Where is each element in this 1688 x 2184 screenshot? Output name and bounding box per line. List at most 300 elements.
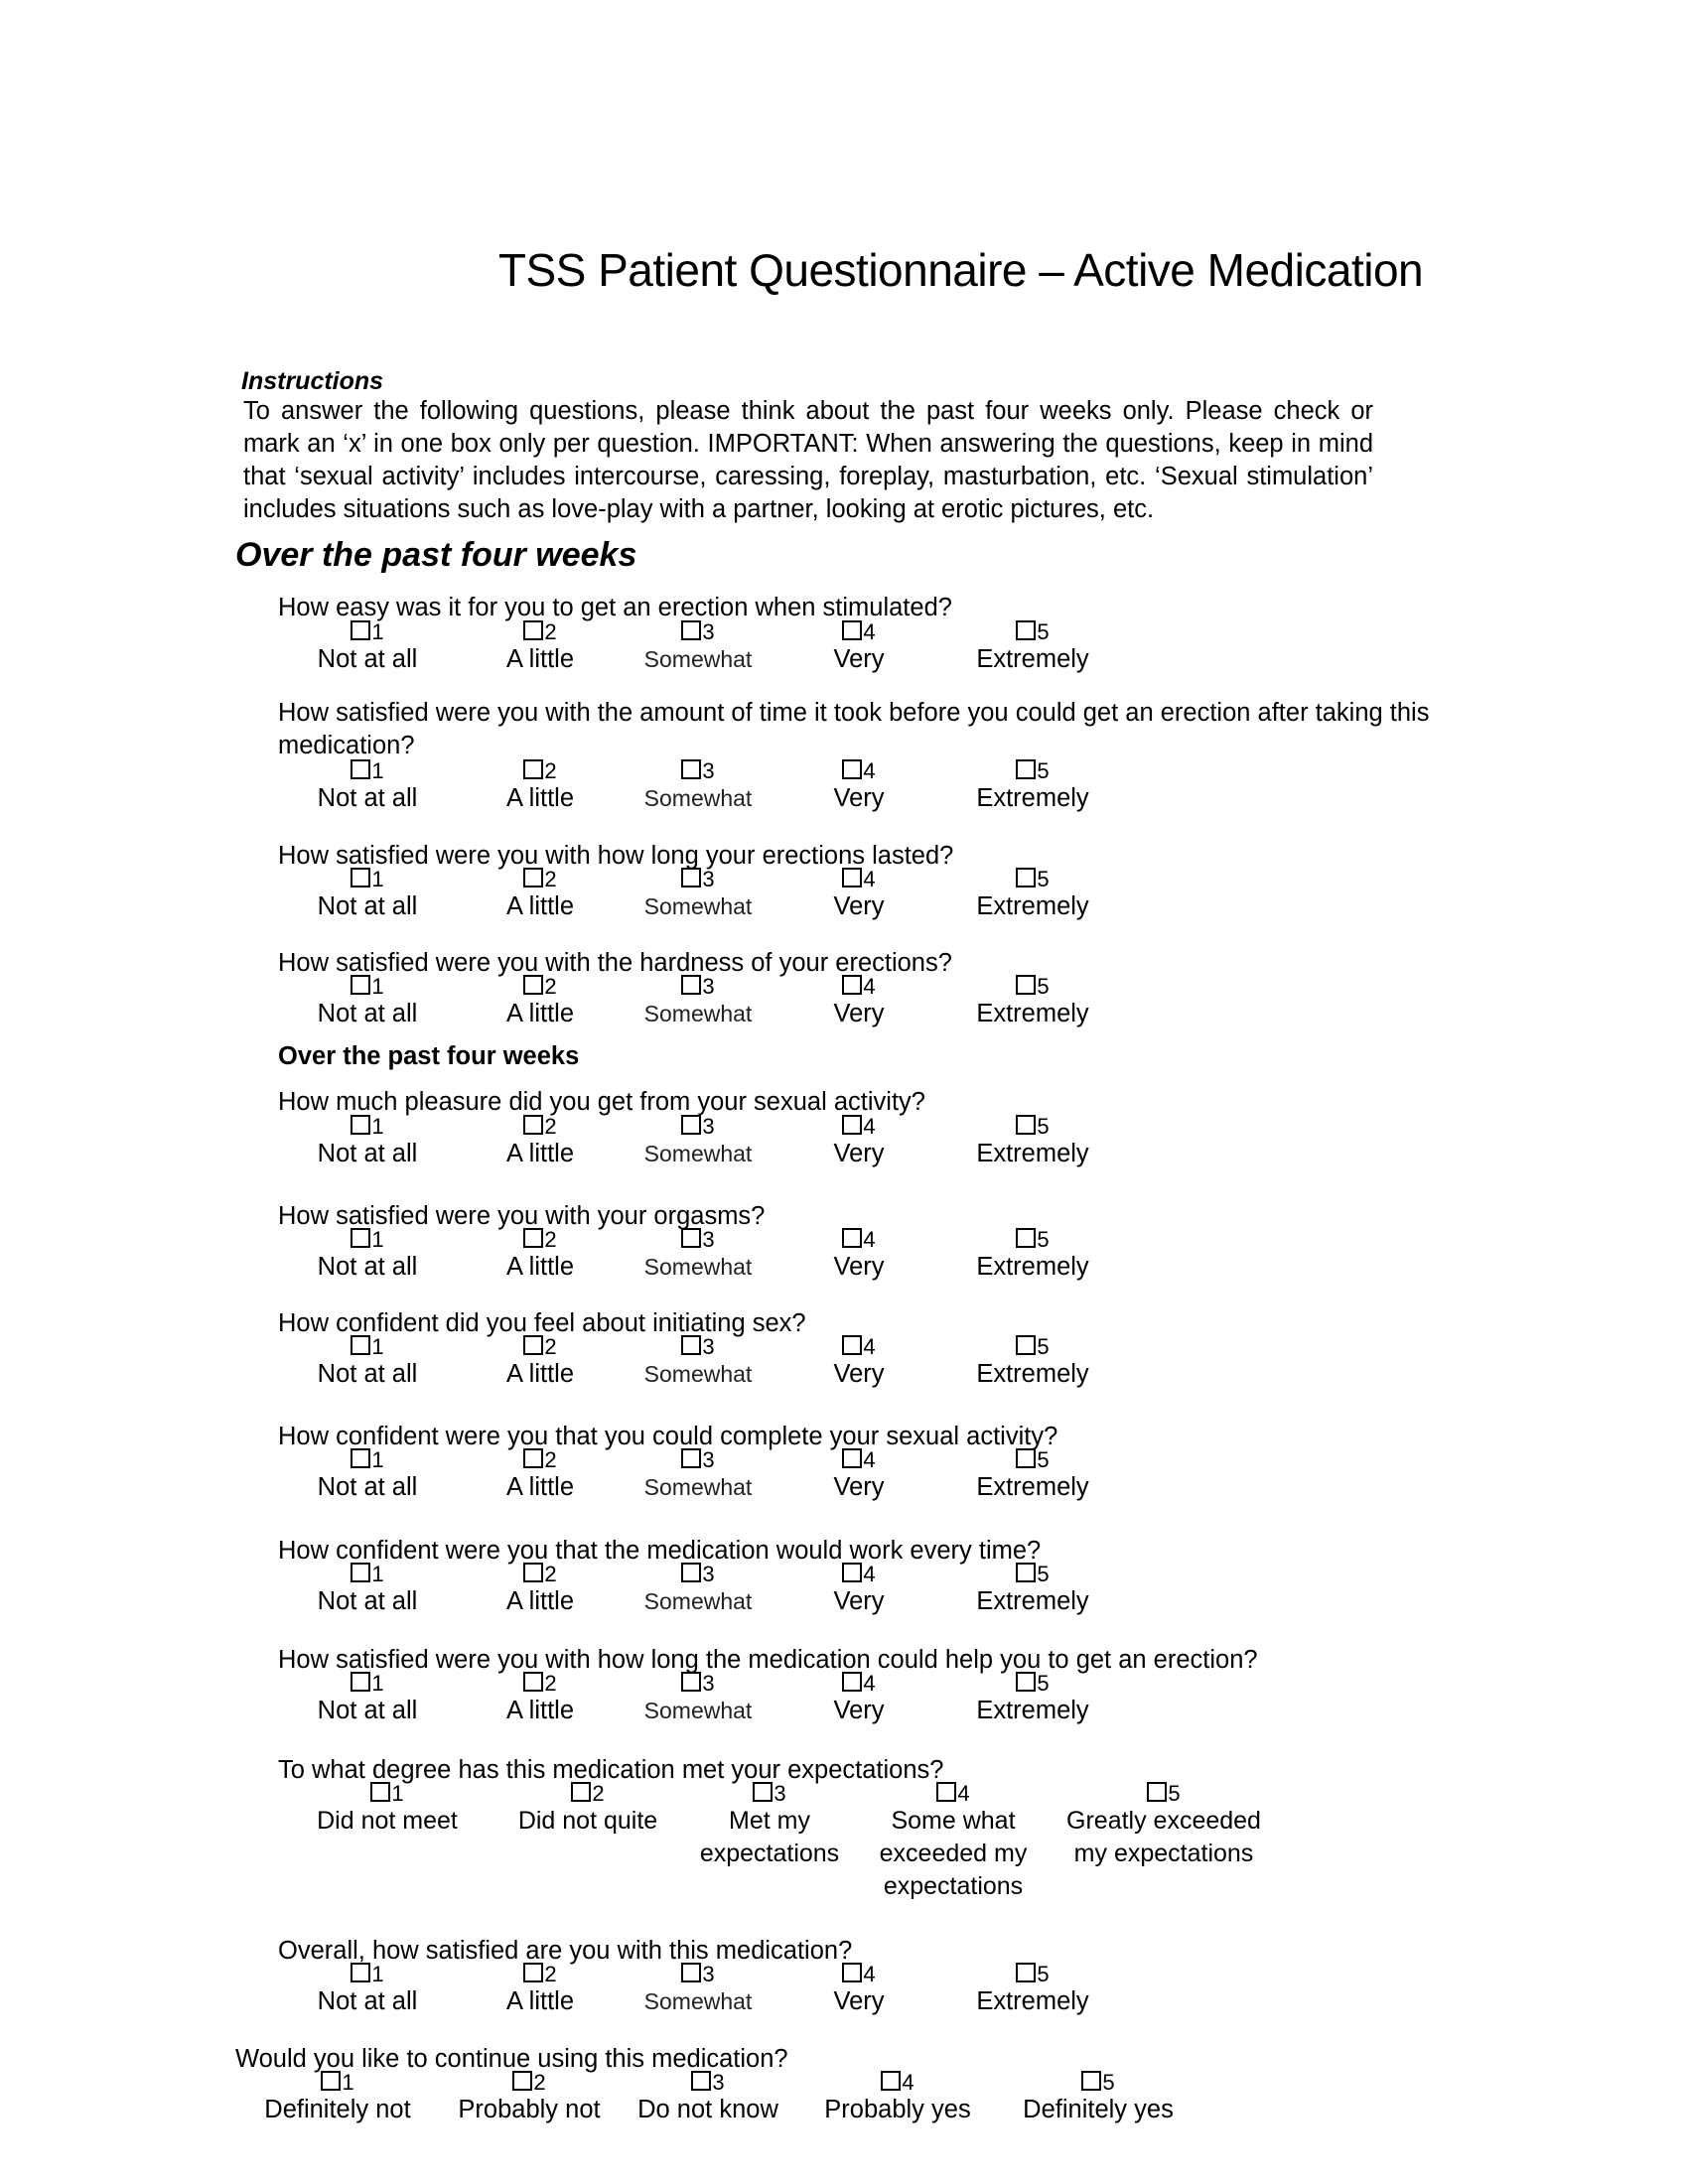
checkbox-option[interactable] — [1016, 1448, 1049, 1471]
option-label: Not at all — [317, 892, 418, 920]
answer-option[interactable] — [760, 1448, 958, 1504]
option-number: 5 — [1037, 1962, 1050, 1986]
answer-option[interactable] — [268, 1963, 467, 2018]
checkbox-square-icon[interactable] — [351, 759, 370, 779]
option-label: Extremely — [976, 1140, 1089, 1167]
question-text: How satisfied were you with the hardness of your erections? — [278, 949, 952, 977]
question-text: How satisfied were you with how long the medication could help you to get an erection? — [278, 1646, 1258, 1674]
option-number: 4 — [957, 1781, 970, 1806]
option-label: Definitely not — [264, 2096, 411, 2123]
option-label: Very — [833, 1360, 885, 1388]
option-label: A little — [505, 1360, 575, 1388]
checkbox-square-icon[interactable] — [523, 1115, 543, 1135]
answer-option[interactable] — [760, 1563, 958, 1618]
answer-option[interactable] — [999, 2071, 1197, 2126]
checkbox-option[interactable] — [842, 1672, 875, 1695]
option-number: 1 — [391, 1781, 404, 1806]
option-label: Not at all — [317, 1000, 418, 1027]
checkbox-square-icon[interactable] — [351, 868, 370, 887]
checkbox-option[interactable] — [1016, 1228, 1049, 1251]
option-number: 1 — [342, 2070, 354, 2095]
option-number: 4 — [863, 974, 876, 999]
checkbox-square-icon[interactable] — [842, 975, 862, 995]
checkbox-square-icon[interactable] — [1016, 1228, 1036, 1248]
checkbox-square-icon[interactable] — [523, 975, 543, 995]
checkbox-square-icon[interactable] — [523, 620, 543, 640]
checkbox-square-icon[interactable] — [523, 1963, 543, 1982]
checkbox-square-icon[interactable] — [1016, 759, 1036, 779]
answer-option[interactable] — [489, 1782, 687, 1838]
checkbox-square-icon[interactable] — [681, 1335, 701, 1355]
answer-option[interactable] — [760, 1672, 958, 1727]
checkbox-square-icon[interactable] — [936, 1782, 956, 1802]
checkbox-option[interactable] — [523, 1115, 556, 1138]
checkbox-option[interactable] — [321, 2071, 353, 2094]
option-label: Somewhat — [643, 1698, 753, 1723]
checkbox-square-icon[interactable] — [681, 1115, 701, 1135]
question-text: How confident did you feel about initiating sex? — [278, 1309, 806, 1337]
checkbox-option[interactable] — [351, 1963, 383, 1985]
checkbox-square-icon[interactable] — [1016, 975, 1036, 995]
checkbox-option[interactable] — [523, 1963, 556, 1985]
checkbox-square-icon[interactable] — [842, 1563, 862, 1582]
instructions-heading: Instructions — [241, 367, 384, 395]
option-label: Probably not — [458, 2096, 601, 2123]
checkbox-option[interactable] — [351, 1335, 383, 1358]
option-label: Somewhat — [643, 1588, 753, 1614]
checkbox-square-icon[interactable] — [351, 1563, 370, 1582]
checkbox-square-icon[interactable] — [1081, 2071, 1101, 2091]
option-label: Extremely — [976, 892, 1089, 920]
answer-option[interactable] — [268, 1448, 467, 1504]
answer-option[interactable] — [268, 620, 467, 676]
option-label: Not at all — [317, 1140, 418, 1167]
checkbox-square-icon[interactable] — [512, 2071, 532, 2091]
checkbox-option[interactable] — [681, 975, 714, 998]
checkbox-option[interactable] — [842, 1563, 875, 1585]
answer-option[interactable] — [933, 620, 1132, 676]
answer-option[interactable] — [760, 1335, 958, 1391]
option-label: Somewhat — [643, 1254, 753, 1280]
option-number: 4 — [863, 1334, 876, 1359]
option-number: 3 — [702, 1114, 715, 1139]
question-text: How satisfied were you with the amount of time it took before you could get an erection after taking this medication? — [278, 699, 1430, 759]
checkbox-option[interactable] — [842, 620, 875, 643]
option-label: Extremely — [976, 1473, 1089, 1501]
option-number: 5 — [1037, 1114, 1050, 1139]
checkbox-option[interactable] — [351, 1448, 383, 1471]
checkbox-square-icon[interactable] — [842, 868, 862, 887]
checkbox-option[interactable] — [681, 1115, 714, 1138]
option-label: Very — [833, 1697, 885, 1724]
option-number: 2 — [544, 974, 557, 999]
checkbox-square-icon[interactable] — [523, 1335, 543, 1355]
checkbox-option[interactable] — [351, 620, 383, 643]
option-label: A little — [505, 1587, 575, 1615]
checkbox-square-icon[interactable] — [681, 1563, 701, 1582]
option-number: 4 — [863, 619, 876, 644]
question-text: How easy was it for you to get an erection when stimulated? — [278, 594, 952, 621]
answer-option[interactable] — [268, 1335, 467, 1391]
answer-option[interactable] — [760, 759, 958, 815]
option-number: 4 — [863, 1671, 876, 1696]
question-text: Would you like to continue using this medication? — [235, 2045, 788, 2073]
checkbox-square-icon[interactable] — [523, 868, 543, 887]
checkbox-square-icon[interactable] — [351, 1228, 370, 1248]
option-number: 3 — [702, 1562, 715, 1586]
answer-option[interactable] — [760, 975, 958, 1030]
option-number: 4 — [863, 1562, 876, 1586]
option-label: Not at all — [317, 645, 418, 673]
option-label: Very — [833, 1000, 885, 1027]
option-label: A little — [505, 645, 575, 673]
checkbox-square-icon[interactable] — [681, 1448, 701, 1468]
checkbox-option[interactable] — [351, 868, 383, 890]
option-number: 1 — [371, 974, 384, 999]
option-number: 4 — [863, 1962, 876, 1986]
checkbox-square-icon[interactable] — [681, 1672, 701, 1692]
option-number: 5 — [1037, 1671, 1050, 1696]
answer-option[interactable] — [609, 2071, 807, 2126]
answer-option[interactable] — [933, 1115, 1132, 1170]
option-label: Extremely — [976, 1253, 1089, 1281]
option-number: 3 — [702, 867, 715, 891]
answer-option[interactable] — [760, 1963, 958, 2018]
checkbox-option[interactable] — [523, 1672, 556, 1695]
checkbox-square-icon[interactable] — [842, 1672, 862, 1692]
option-number: 3 — [702, 1447, 715, 1472]
option-number: 4 — [902, 2070, 914, 2095]
option-label: Met my expectations — [699, 1807, 840, 1867]
option-number: 3 — [702, 619, 715, 644]
option-number: 4 — [863, 1227, 876, 1252]
option-label: A little — [505, 1697, 575, 1724]
option-number: 1 — [371, 1447, 384, 1472]
checkbox-square-icon[interactable] — [351, 620, 370, 640]
answer-option[interactable] — [933, 759, 1132, 815]
answer-option[interactable] — [933, 1563, 1132, 1618]
checkbox-square-icon[interactable] — [523, 759, 543, 779]
answer-option[interactable] — [268, 975, 467, 1030]
checkbox-square-icon[interactable] — [1016, 620, 1036, 640]
option-number: 5 — [1037, 1562, 1050, 1586]
option-label: A little — [505, 1140, 575, 1167]
checkbox-option[interactable] — [351, 975, 383, 998]
checkbox-option[interactable] — [842, 759, 875, 782]
option-label: Probably yes — [824, 2096, 971, 2123]
checkbox-square-icon[interactable] — [842, 1963, 862, 1982]
option-label: Extremely — [976, 645, 1089, 673]
answer-option[interactable] — [268, 1115, 467, 1170]
option-number: 2 — [592, 1781, 605, 1806]
checkbox-square-icon[interactable] — [1016, 1335, 1036, 1355]
option-label: A little — [505, 784, 575, 812]
option-label: Not at all — [317, 1473, 418, 1501]
answer-option[interactable] — [854, 1782, 1053, 1903]
option-number: 3 — [702, 974, 715, 999]
answer-option[interactable] — [1064, 1782, 1263, 1870]
checkbox-square-icon[interactable] — [842, 1335, 862, 1355]
checkbox-square-icon[interactable] — [523, 1448, 543, 1468]
checkbox-square-icon[interactable] — [1016, 1115, 1036, 1135]
option-label: Very — [833, 1140, 885, 1167]
checkbox-square-icon[interactable] — [523, 1563, 543, 1582]
checkbox-option[interactable] — [842, 1963, 875, 1985]
checkbox-option[interactable] — [691, 2071, 724, 2094]
option-number: 3 — [702, 1962, 715, 1986]
checkbox-square-icon[interactable] — [881, 2071, 901, 2091]
answer-option[interactable] — [670, 1782, 869, 1870]
answer-option[interactable] — [268, 868, 467, 923]
checkbox-option[interactable] — [681, 1228, 714, 1251]
checkbox-option[interactable] — [681, 1448, 714, 1471]
option-label: Somewhat — [643, 785, 753, 811]
checkbox-option[interactable] — [1016, 1672, 1049, 1695]
question-text: Overall, how satisfied are you with this medication? — [278, 1937, 853, 1965]
checkbox-square-icon[interactable] — [1016, 1963, 1036, 1982]
option-number: 2 — [544, 1447, 557, 1472]
option-number: 5 — [1037, 974, 1050, 999]
checkbox-option[interactable] — [1016, 868, 1049, 890]
answer-option[interactable] — [268, 759, 467, 815]
question-text: How much pleasure did you get from your sexual activity? — [278, 1088, 925, 1116]
option-label: Extremely — [976, 1987, 1089, 2015]
checkbox-option[interactable] — [842, 1115, 875, 1138]
checkbox-square-icon[interactable] — [351, 975, 370, 995]
option-number: 1 — [371, 1671, 384, 1696]
question-text: How satisfied were you with your orgasms? — [278, 1202, 766, 1230]
option-number: 3 — [774, 1781, 786, 1806]
checkbox-option[interactable] — [1016, 759, 1049, 782]
option-label: Extremely — [976, 1697, 1089, 1724]
checkbox-square-icon[interactable] — [321, 2071, 341, 2091]
checkbox-option[interactable] — [1016, 975, 1049, 998]
checkbox-square-icon[interactable] — [691, 2071, 711, 2091]
checkbox-square-icon[interactable] — [351, 1963, 370, 1982]
checkbox-option[interactable] — [681, 1563, 714, 1585]
checkbox-square-icon[interactable] — [1016, 1672, 1036, 1692]
checkbox-option[interactable] — [523, 1335, 556, 1358]
checkbox-square-icon[interactable] — [1016, 1448, 1036, 1468]
checkbox-option[interactable] — [523, 1563, 556, 1585]
answer-option[interactable] — [288, 1782, 487, 1838]
option-label: Not at all — [317, 1253, 418, 1281]
option-number: 2 — [544, 1334, 557, 1359]
checkbox-option[interactable] — [351, 1563, 383, 1585]
checkbox-square-icon[interactable] — [523, 1672, 543, 1692]
checkbox-option[interactable] — [1016, 1115, 1049, 1138]
instructions-body: To answer the following questions, please think about the past four weeks only. Please check or mark an ‘x’ in one box only per question. IMPORTANT: When answering the questions, keep in mind that ‘sexual activity’ includes intercourse, caressing, foreplay, masturbation, etc. ‘Sexual stimulation’ includes situations such as love-play with a partner, looking at erotic pictures, etc. — [243, 397, 1373, 523]
answer-option[interactable] — [933, 868, 1132, 923]
option-number: 2 — [544, 1562, 557, 1586]
option-number: 1 — [371, 1227, 384, 1252]
option-number: 5 — [1037, 1227, 1050, 1252]
option-label: Very — [833, 784, 885, 812]
checkbox-square-icon[interactable] — [370, 1782, 390, 1802]
checkbox-square-icon[interactable] — [681, 759, 701, 779]
checkbox-square-icon[interactable] — [351, 1335, 370, 1355]
option-label: A little — [505, 1987, 575, 2015]
checkbox-option[interactable] — [881, 2071, 914, 2094]
option-label: Not at all — [317, 1587, 418, 1615]
option-number: 2 — [544, 867, 557, 891]
section-heading: Over the past four weeks — [235, 536, 637, 574]
checkbox-option[interactable] — [1016, 1963, 1049, 1985]
checkbox-square-icon[interactable] — [681, 868, 701, 887]
checkbox-square-icon[interactable] — [681, 1228, 701, 1248]
option-label: Very — [833, 1253, 885, 1281]
checkbox-square-icon[interactable] — [1016, 1563, 1036, 1582]
checkbox-option[interactable] — [512, 2071, 545, 2094]
option-label: Not at all — [317, 784, 418, 812]
checkbox-square-icon[interactable] — [842, 1115, 862, 1135]
answer-option[interactable] — [933, 1228, 1132, 1284]
option-number: 2 — [533, 2070, 546, 2095]
checkbox-option[interactable] — [351, 1115, 383, 1138]
checkbox-option[interactable] — [351, 759, 383, 782]
option-label: Somewhat — [643, 1141, 753, 1166]
answer-option[interactable] — [238, 2071, 437, 2126]
checkbox-square-icon[interactable] — [1147, 1782, 1167, 1802]
option-label: Definitely yes — [1023, 2096, 1174, 2123]
answer-option[interactable] — [430, 2071, 629, 2126]
option-label: Somewhat — [643, 1988, 753, 2014]
option-label: A little — [505, 1000, 575, 1027]
checkbox-option[interactable] — [1147, 1782, 1180, 1805]
option-label: Extremely — [976, 1360, 1089, 1388]
checkbox-option[interactable] — [842, 868, 875, 890]
checkbox-option[interactable] — [351, 1228, 383, 1251]
option-label: Very — [833, 1987, 885, 2015]
checkbox-option[interactable] — [351, 1672, 383, 1695]
option-number: 4 — [863, 1447, 876, 1472]
question-text: How confident were you that you could complete your sexual activity? — [278, 1423, 1058, 1450]
option-label: Very — [833, 1587, 885, 1615]
option-number: 1 — [371, 1562, 384, 1586]
answer-option[interactable] — [933, 1335, 1132, 1391]
checkbox-option[interactable] — [842, 975, 875, 998]
answer-option[interactable] — [798, 2071, 997, 2126]
answer-option[interactable] — [268, 1563, 467, 1618]
option-number: 5 — [1037, 758, 1050, 783]
checkbox-square-icon[interactable] — [842, 759, 862, 779]
checkbox-option[interactable] — [1016, 1335, 1049, 1358]
option-label: Not at all — [317, 1987, 418, 2015]
option-number: 1 — [371, 867, 384, 891]
option-label: A little — [505, 892, 575, 920]
answer-option[interactable] — [760, 620, 958, 676]
answer-option[interactable] — [933, 1672, 1132, 1727]
option-number: 2 — [544, 1671, 557, 1696]
option-number: 2 — [544, 1227, 557, 1252]
checkbox-square-icon[interactable] — [571, 1782, 591, 1802]
option-label: Very — [833, 1473, 885, 1501]
checkbox-square-icon[interactable] — [351, 1672, 370, 1692]
option-label: Somewhat — [643, 646, 753, 672]
checkbox-square-icon[interactable] — [681, 1963, 701, 1982]
checkbox-option[interactable] — [523, 975, 556, 998]
answer-option[interactable] — [268, 1672, 467, 1727]
option-number: 4 — [863, 758, 876, 783]
checkbox-square-icon[interactable] — [1016, 868, 1036, 887]
option-label: A little — [505, 1253, 575, 1281]
checkbox-option[interactable] — [370, 1782, 403, 1805]
checkbox-option[interactable] — [681, 1335, 714, 1358]
checkbox-square-icon[interactable] — [681, 975, 701, 995]
option-number: 4 — [863, 1114, 876, 1139]
checkbox-option[interactable] — [523, 620, 556, 643]
option-number: 5 — [1037, 1334, 1050, 1359]
checkbox-option[interactable] — [523, 759, 556, 782]
option-label: Some what exceeded my expectations — [879, 1807, 1028, 1900]
checkbox-option[interactable] — [936, 1782, 969, 1805]
checkbox-square-icon[interactable] — [681, 620, 701, 640]
checkbox-option[interactable] — [753, 1782, 785, 1805]
option-number: 4 — [863, 867, 876, 891]
option-number: 2 — [544, 619, 557, 644]
checkbox-option[interactable] — [681, 759, 714, 782]
option-label: Extremely — [976, 1587, 1089, 1615]
option-number: 1 — [371, 1114, 384, 1139]
checkbox-square-icon[interactable] — [753, 1782, 773, 1802]
option-number: 2 — [544, 758, 557, 783]
checkbox-square-icon[interactable] — [842, 1448, 862, 1468]
option-number: 3 — [712, 2070, 725, 2095]
checkbox-option[interactable] — [681, 1672, 714, 1695]
option-label: Very — [833, 645, 885, 673]
answer-option[interactable] — [760, 1228, 958, 1284]
checkbox-option[interactable] — [571, 1782, 604, 1805]
answer-option[interactable] — [760, 868, 958, 923]
answer-option[interactable] — [933, 975, 1132, 1030]
checkbox-option[interactable] — [842, 1448, 875, 1471]
checkbox-option[interactable] — [1081, 2071, 1114, 2094]
option-number: 5 — [1102, 2070, 1115, 2095]
checkbox-option[interactable] — [681, 1963, 714, 1985]
answer-option[interactable] — [268, 1228, 467, 1284]
subsection-heading: Over the past four weeks — [278, 1042, 580, 1070]
checkbox-square-icon[interactable] — [351, 1115, 370, 1135]
option-number: 3 — [702, 1334, 715, 1359]
checkbox-option[interactable] — [842, 1228, 875, 1251]
checkbox-option[interactable] — [523, 868, 556, 890]
checkbox-option[interactable] — [681, 868, 714, 890]
option-number: 5 — [1168, 1781, 1181, 1806]
option-number: 3 — [702, 1671, 715, 1696]
question-text: How satisfied were you with how long your erections lasted? — [278, 842, 954, 870]
checkbox-square-icon[interactable] — [351, 1448, 370, 1468]
option-label: Somewhat — [643, 1361, 753, 1387]
checkbox-square-icon[interactable] — [842, 1228, 862, 1248]
checkbox-option[interactable] — [523, 1228, 556, 1251]
answer-option[interactable] — [933, 1963, 1132, 2018]
answer-option[interactable] — [760, 1115, 958, 1170]
checkbox-square-icon[interactable] — [523, 1228, 543, 1248]
answer-option[interactable] — [933, 1448, 1132, 1504]
option-number: 5 — [1037, 867, 1050, 891]
checkbox-square-icon[interactable] — [842, 620, 862, 640]
checkbox-option[interactable] — [1016, 1563, 1049, 1585]
option-label: Did not quite — [517, 1807, 658, 1835]
checkbox-option[interactable] — [681, 620, 714, 643]
checkbox-option[interactable] — [1016, 620, 1049, 643]
option-label: Do not know — [637, 2096, 778, 2123]
option-label: Extremely — [976, 784, 1089, 812]
checkbox-option[interactable] — [842, 1335, 875, 1358]
option-number: 3 — [702, 1227, 715, 1252]
checkbox-option[interactable] — [523, 1448, 556, 1471]
option-label: Greatly exceeded my expectations — [1066, 1807, 1261, 1867]
